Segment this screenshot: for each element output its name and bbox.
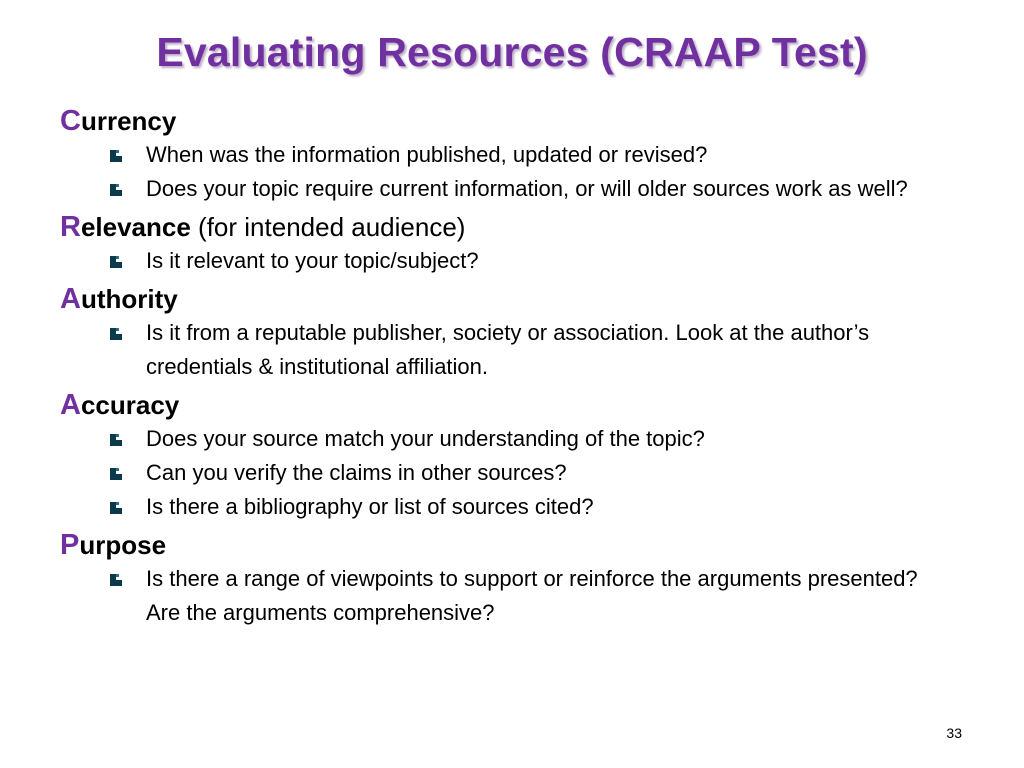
bullet-item — [60, 456, 940, 490]
bullet-item — [60, 422, 940, 456]
heading-rest: elevance — [80, 212, 191, 242]
checkered-square-bullet-icon — [110, 150, 122, 162]
bullet-item — [60, 138, 940, 172]
checkered-square-bullet-icon — [110, 256, 122, 268]
bullet-text: Does your topic require current information, or will older sources work as well? — [146, 176, 908, 201]
section-heading — [60, 282, 980, 316]
section-authority — [60, 282, 980, 384]
heading-rest: urpose — [79, 530, 167, 560]
bullet-list — [60, 138, 980, 206]
heading-note: (for intended audience) — [190, 212, 466, 242]
bullet-text: Is there a bibliography or list of sources cited? — [146, 494, 594, 519]
heading-rest: ccuracy — [80, 390, 180, 420]
slide-content — [60, 104, 980, 630]
checkered-square-bullet-icon — [110, 574, 122, 586]
heading-initial: A — [60, 283, 81, 315]
slide-title: Evaluating Resources (CRAAP Test) — [156, 29, 868, 75]
bullet-list — [60, 562, 980, 630]
checkered-square-bullet-icon — [110, 184, 122, 196]
section-heading — [60, 388, 980, 422]
bullet-text: Is it relevant to your topic/subject? — [146, 248, 479, 273]
bullet-text: Is it from a reputable publisher, society or association. Look at the author’s credentials & institutional affiliation. — [146, 320, 870, 379]
section-heading — [60, 528, 980, 562]
section-accuracy — [60, 388, 980, 524]
page-number: 33 — [946, 725, 962, 741]
bullet-text: When was the information published, updated or revised? — [146, 142, 708, 167]
heading-initial: C — [60, 105, 81, 137]
heading-rest: urrency — [80, 106, 177, 136]
bullet-text: Can you verify the claims in other sources? — [146, 460, 567, 485]
bullet-list — [60, 316, 980, 384]
bullet-item — [60, 316, 940, 384]
bullet-item — [60, 490, 940, 524]
bullet-text: Does your source match your understanding of the topic? — [146, 426, 705, 451]
checkered-square-bullet-icon — [110, 434, 122, 446]
heading-rest: uthority — [80, 284, 178, 314]
bullet-list — [60, 244, 980, 278]
bullet-text: Is there a range of viewpoints to support or reinforce the arguments presented? Are the arguments comprehensive? — [146, 566, 918, 625]
bullet-list — [60, 422, 980, 524]
heading-initial: P — [60, 529, 80, 561]
heading-initial: R — [60, 211, 81, 243]
checkered-square-bullet-icon — [110, 502, 122, 514]
bullet-item — [60, 562, 940, 630]
section-relevance — [60, 210, 980, 278]
bullet-item — [60, 244, 940, 278]
section-heading — [60, 104, 980, 138]
section-heading — [60, 210, 980, 244]
checkered-square-bullet-icon — [110, 328, 122, 340]
heading-initial: A — [60, 389, 81, 421]
checkered-square-bullet-icon — [110, 468, 122, 480]
section-purpose — [60, 528, 980, 630]
bullet-item — [60, 172, 940, 206]
section-currency — [60, 104, 980, 206]
